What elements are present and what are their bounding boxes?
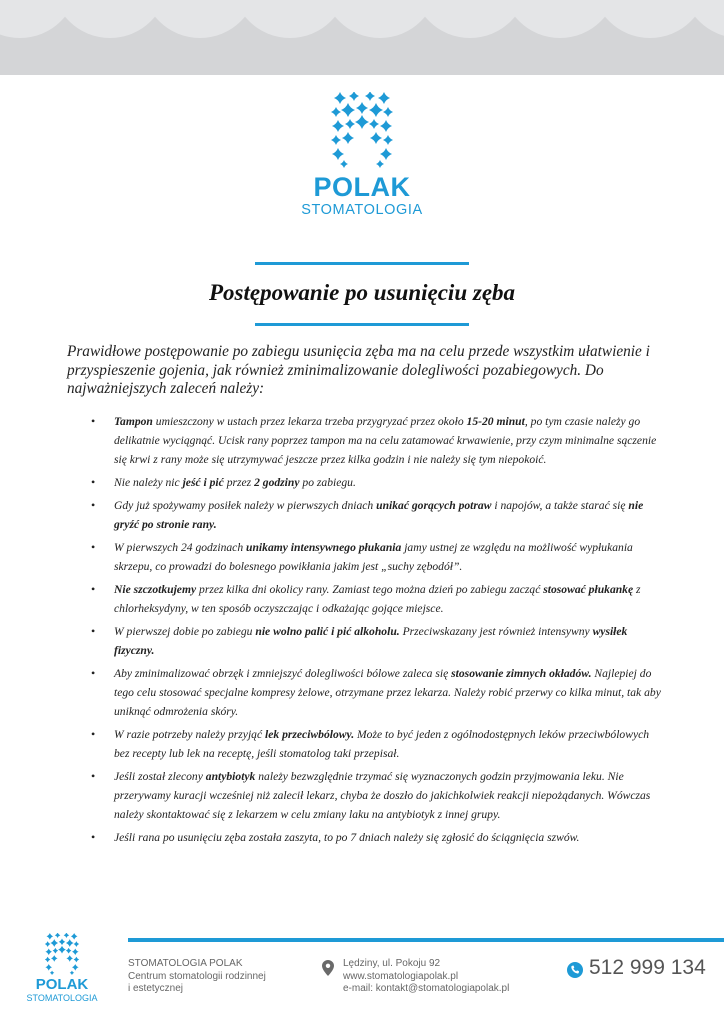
bullet-marker: • (91, 540, 96, 554)
sparkle-star (50, 971, 54, 975)
phone-number[interactable]: 512 999 134 (589, 956, 706, 979)
header-band (0, 0, 724, 75)
emphasis-text: 15-20 minut (466, 415, 525, 428)
item-text: W razie potrzeby należy przyjąć (114, 728, 266, 741)
title-rule-bottom (255, 323, 469, 326)
brand-name: POLAK (313, 172, 411, 202)
list-item (91, 767, 661, 824)
sparkle-star (331, 135, 341, 145)
sparkle-star (369, 103, 383, 117)
sparkle-star (66, 948, 72, 954)
item-text: i napojów, a także starać się (491, 499, 629, 512)
bullet-marker: • (91, 727, 96, 741)
item-text: W pierwszej dobie po zabiegu (114, 625, 256, 638)
sparkle-star (66, 939, 74, 947)
emphasis-text: unikać gorących potraw (376, 499, 492, 512)
item-text: przez kilka dni okolicy rany. Zamiast tego można dzień po zabiegu zacząć (196, 583, 544, 596)
item-text: z chlorheksydyny, w ten sposób oczyszczając i odkażając gojące miejsce. (114, 583, 641, 615)
sparkle-star (53, 948, 59, 954)
list-item (91, 622, 661, 660)
sparkle-star (355, 115, 369, 129)
sparkle-star (340, 160, 348, 168)
item-text: Najlepiej do tego celu stosować specjalne kompresy żelowe, otrzymane przez lekarza. Należy robić przerwy co kilka minut, tak aby uniknąć odmrożenia skóry. (114, 667, 661, 718)
sparkle-star (369, 119, 379, 129)
sparkle-star (55, 933, 61, 938)
sparkle-star (45, 948, 52, 955)
sparkle-star (331, 107, 341, 117)
website-link[interactable]: www.stomatologiapolak.pl (343, 970, 459, 982)
footer-brand-name: POLAK (35, 976, 89, 993)
sparkle-star (356, 102, 368, 114)
sparkle-star (332, 148, 344, 160)
page-title: Postępowanie po usunięciu zęba (208, 280, 516, 305)
list-item (91, 664, 661, 721)
sparkle-star (74, 941, 80, 947)
contact-info (343, 958, 509, 996)
sparkle-star (45, 941, 51, 947)
company-name: STOMATOLOGIA POLAK (128, 958, 243, 969)
list-item (91, 473, 661, 492)
list-item (91, 828, 661, 847)
item-text: jamy ustnej ze względu na możliwość wypłukania skrzepu, co prowadzi do bolesnego powikłania jakim jest „suchy zębodół”. (114, 541, 633, 573)
emphasis-text: wysiłek fizyczny. (114, 625, 628, 657)
sparkle-tooth-icon (38, 933, 86, 975)
emphasis-text: stosowanie zimnych okładów. (451, 667, 592, 680)
address-text: Lędziny, ul. Pokoju 92 (343, 958, 441, 969)
phone-icon (567, 962, 583, 978)
item-text: Może to być jeden z ogólnodostępnych leków przeciwbólowych bez recepty lub lek na receptę, jeśli stomatolog taki przepisał. (114, 728, 650, 760)
item-text: Jeśli rana po usunięciu zęba została zaszyta, to po 7 dniach należy się zgłosić do ściągnięcia szwów. (114, 831, 580, 844)
emphasis-text: lek przeciwbólowy. (265, 728, 355, 741)
bullet-marker: • (91, 582, 96, 596)
footer-logo (22, 933, 102, 1005)
emphasis-text: nie wolno palić i pić alkoholu. (255, 625, 400, 638)
list-item (91, 538, 661, 576)
list-item (91, 412, 661, 469)
emphasis-text: 2 godziny (254, 476, 300, 489)
sparkle-star (332, 120, 344, 132)
sparkle-star (383, 135, 393, 145)
location-pin-icon (322, 960, 334, 976)
list-item (91, 496, 661, 534)
item-text: Jeśli został zlecony (114, 770, 206, 783)
bullet-marker: • (91, 414, 96, 428)
sparkle-star (376, 160, 384, 168)
item-text: Aby zminimalizować obrzęk i zmniejszyć dolegliwości bólowe zaleca się (114, 667, 452, 680)
bullet-marker: • (91, 666, 96, 680)
emphasis-text: Nie szczotkujemy (114, 583, 197, 596)
item-text: W pierwszych 24 godzinach (114, 541, 247, 554)
emphasis-text: jeść i pić (182, 476, 224, 489)
list-item (91, 725, 661, 763)
recommendations-list (91, 412, 661, 851)
sparkle-star (378, 92, 390, 104)
item-text: należy bezwzględnie trzymać się wyznaczonych godzin przyjmowania leku. Nie przerywamy kuracji wcześniej niż zalecił lekarz, chyba że doszło do jakichkolwiek reakcji niepożądanych. Wówczas należy skontaktować się z lekarzem w celu zmiany laku na antybiotyk z innej grupy. (114, 770, 651, 821)
company-desc-2: i estetycznej (128, 983, 184, 994)
sparkle-star (72, 948, 79, 955)
email-link[interactable]: e-mail: kontakt@stomatologiapolak.pl (343, 983, 510, 994)
sparkle-star (349, 92, 359, 101)
emphasis-text: stosować płukankę (543, 583, 634, 596)
item-text: Przeciwskazany jest również intensywny (399, 625, 593, 638)
bullet-marker: • (91, 769, 96, 783)
title-rule-top (255, 262, 469, 265)
item-text: po zabiegu. (299, 476, 356, 489)
footer-brand-subtitle: STOMATOLOGIA (26, 993, 98, 1003)
bullet-marker: • (91, 475, 96, 489)
list-item (91, 580, 661, 618)
sparkle-star (72, 964, 79, 971)
sparkle-star (380, 148, 392, 160)
bullet-marker: • (91, 624, 96, 638)
item-text: Nie należy nic (114, 476, 183, 489)
sparkle-star (74, 957, 80, 963)
sparkle-star (64, 933, 70, 938)
sparkle-star (370, 132, 382, 144)
sparkle-star (71, 933, 78, 940)
sparkle-star (59, 939, 66, 946)
emphasis-text: unikamy intensywnego płukania (246, 541, 402, 554)
sparkle-star (45, 957, 51, 963)
emphasis-text: antybiotyk (205, 770, 256, 783)
item-text: umieszczony w ustach przez lekarza trzeba przygryzać przez około (152, 415, 467, 428)
bullet-marker: • (91, 498, 96, 512)
sparkle-star (383, 107, 393, 117)
brand-logo (294, 92, 434, 222)
sparkle-star (47, 933, 54, 940)
intro-paragraph: Prawidłowe postępowanie po zabiegu usunięcia zęba ma na celu przede wszystkim ułatwienie i przyspieszenie gojenia, jak również zminimalizowanie dolegliwości pozabiegowych. Do najważniejszych zaleceń należy: (67, 343, 650, 397)
sparkle-star (51, 955, 58, 962)
sparkle-star (70, 971, 74, 975)
sparkle-star (45, 964, 52, 971)
emphasis-text: Tampon (114, 415, 153, 428)
company-info (128, 958, 266, 996)
emphasis-text: nie gryźć po stronie rany. (114, 499, 644, 531)
company-desc-1: Centrum stomatologii rodzinnej (128, 970, 266, 982)
brand-subtitle: STOMATOLOGIA (301, 202, 423, 218)
sparkle-star (345, 119, 355, 129)
header-pattern (0, 0, 724, 75)
item-text: przez (223, 476, 255, 489)
item-text: , po tym czasie należy go delikatnie wyciągnąć. Ucisk rany poprzez tampon ma na celu zatamować krwawienie, przy czym minimalne sączenie się krwi z rany może się utrzymywać jeszcze przez kilka godzin i nie należy się tym niepokoić. (114, 415, 657, 466)
footer-rule (128, 938, 724, 942)
bullet-marker: • (91, 830, 96, 844)
sparkle-star (342, 132, 354, 144)
sparkle-star (58, 946, 66, 954)
sparkle-star (380, 120, 392, 132)
sparkle-star (341, 103, 355, 117)
sparkle-star (66, 955, 73, 962)
sparkle-star (365, 92, 375, 101)
sparkle-star (334, 92, 346, 104)
sparkle-star (50, 939, 58, 947)
sparkle-tooth-icon (330, 92, 394, 168)
item-text: Gdy już spożywamy posiłek należy w pierwszych dniach (114, 499, 377, 512)
